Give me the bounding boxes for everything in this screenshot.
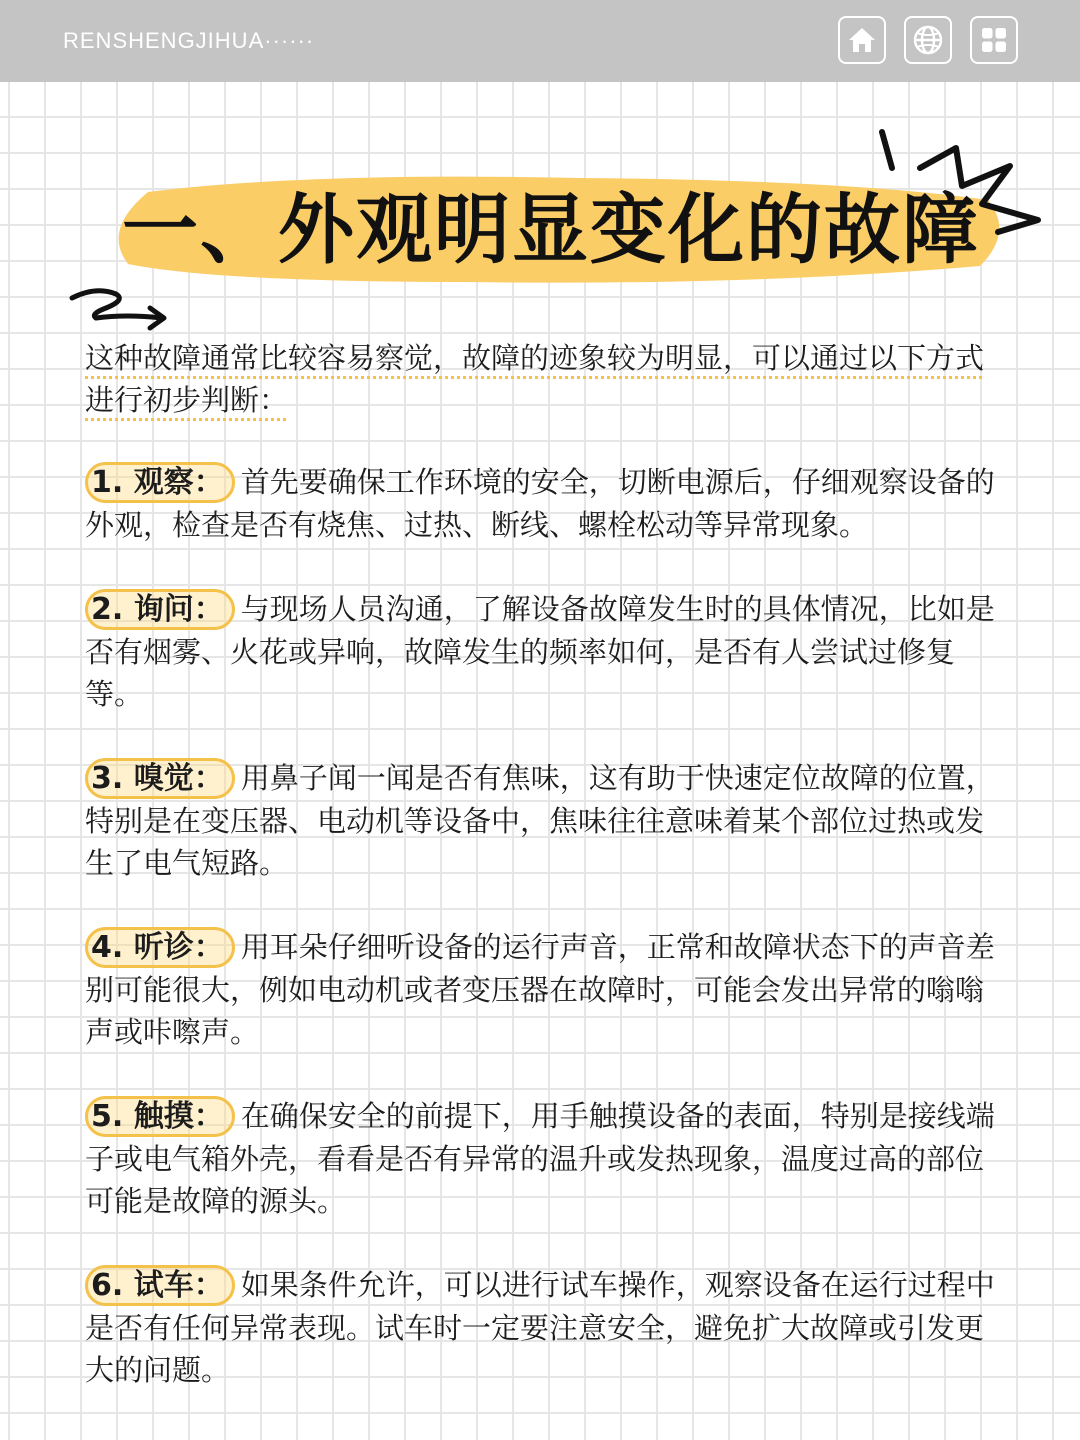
globe-icon (912, 24, 944, 56)
grid-button[interactable] (970, 16, 1018, 64)
item-badge (85, 462, 235, 503)
item-number: 4. (91, 930, 124, 965)
item-number: 1. (91, 465, 124, 500)
item-label: 观察： (133, 465, 224, 500)
item-number: 5. (91, 1099, 124, 1134)
list-item (85, 926, 995, 1053)
item-label: 嗅觉： (133, 761, 224, 796)
intro-text: 这种故障通常比较容易察觉，故障的迹象较为明显，可以通过以下方式进行初步判断： (85, 341, 985, 417)
item-badge (85, 589, 235, 630)
item-badge (85, 1265, 235, 1306)
item-label: 询问： (133, 592, 224, 627)
home-button[interactable] (838, 16, 886, 64)
item-label: 试车： (133, 1268, 224, 1303)
item-label: 触摸： (133, 1099, 224, 1134)
item-label: 听诊： (133, 930, 224, 965)
item-badge (85, 927, 235, 968)
item-badge (85, 758, 235, 799)
item-number: 3. (91, 761, 124, 796)
content (85, 337, 995, 1433)
list-item (85, 1264, 995, 1391)
grid-icon (981, 27, 1007, 53)
item-text: 用耳朵仔细听设备的运行声音，正常和故障状态下的声音差别可能很大，例如电动机或者变压器在故障时，可能会发出异常的嗡嗡声或咔嚓声。 (85, 930, 995, 1049)
globe-button[interactable] (904, 16, 952, 64)
home-icon (847, 26, 877, 54)
arrow-icon (66, 284, 176, 336)
item-text: 首先要确保工作环境的安全，切断电源后，仔细观察设备的外观，检查是否有烧焦、过热、断线、螺栓松动等异常现象。 (85, 465, 995, 542)
item-number: 6. (91, 1268, 124, 1303)
item-text: 在确保安全的前提下，用手触摸设备的表面，特别是接线端子或电气箱外壳，看看是否有异常的温升或发热现象，温度过高的部位可能是故障的源头。 (85, 1099, 995, 1218)
item-text: 如果条件允许，可以进行试车操作，观察设备在运行过程中是否有任何异常表现。试车时一定要注意安全，避免扩大故障或引发更大的问题。 (85, 1268, 995, 1387)
list-item (85, 757, 995, 884)
page-title: 一、外观明显变化的故障 (122, 185, 980, 274)
item-text: 与现场人员沟通，了解设备故障发生时的具体情况，比如是否有烟雾、火花或异响，故障发生的频率如何，是否有人尝试过修复等。 (85, 592, 995, 711)
intro-paragraph (85, 337, 995, 421)
list-item (85, 1095, 995, 1222)
item-text: 用鼻子闻一闻是否有焦味，这有助于快速定位故障的位置，特别是在变压器、电动机等设备中，焦味往往意味着某个部位过热或发生了电气短路。 (85, 761, 995, 880)
top-bar (0, 0, 1080, 82)
item-number: 2. (91, 592, 124, 627)
list-item (85, 588, 995, 715)
brand-text: RENSHENGJIHUA······ (63, 28, 315, 53)
item-badge (85, 1096, 235, 1137)
list-item (85, 461, 995, 546)
